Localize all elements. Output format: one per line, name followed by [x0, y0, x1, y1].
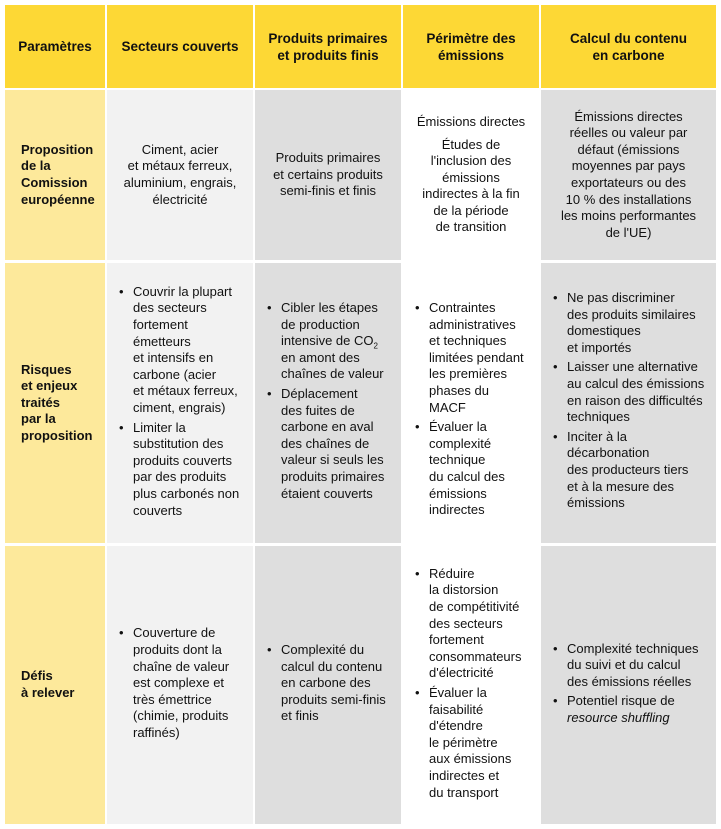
risques-produits — [255, 263, 401, 543]
list-item: • Contraintes administratives et techniques limitées pendant les premières phases du MACF — [415, 300, 529, 416]
list-item: • Complexité du calcul du contenu en carbone des produits semi-finis et finis — [267, 642, 391, 725]
list-item: • Cibler les étapes de production intensive de $CO_2$ en amont des chaînes de valeur — [267, 300, 391, 383]
header-perimetre: Périmètre des émissions — [403, 5, 539, 88]
header-produits: Produits primaires et produits finis — [255, 5, 401, 88]
list-item: • Évaluer la faisabilité d'étendre le périmètre aux émissions indirectes et du transport — [415, 685, 529, 801]
row-label-proposition: Proposition de la Comission européenne — [5, 90, 105, 260]
header-secteurs: Secteurs couverts — [107, 5, 253, 88]
perimetre-etudes: Études de l'inclusion des émissions indirectes à la fin de la période de transition — [422, 136, 520, 235]
resource-shuffling-term: resource shuffling — [567, 709, 670, 725]
risques-secteurs — [107, 263, 253, 543]
list-item: • Potentiel risque de resource shuffling — [553, 693, 706, 726]
proposition-secteurs: Ciment, acier et métaux ferreux, aluminium, engrais, électricité — [107, 90, 253, 260]
defis-calcul — [541, 546, 716, 824]
list-item: • Laisser une alternative au calcul des émissions en raison des difficultés techniques — [553, 359, 706, 425]
defis-secteurs — [107, 546, 253, 824]
list-item: • Ne pas discriminer des produits similaires domestiques et importés — [553, 290, 706, 356]
defis-perimetre — [403, 546, 539, 824]
proposition-perimetre — [403, 90, 539, 260]
list-item: • Réduire la distorsion de compétitivité des secteurs fortement consommateurs d'électricité — [415, 566, 529, 682]
row-label-defis: Défis à relever — [5, 546, 105, 824]
proposition-calcul: Émissions directes réelles ou valeur par défaut (émissions moyennes par pays exportateurs ou des 10 % des installations les moins performantes de l'UE) — [541, 90, 716, 260]
risques-perimetre — [403, 263, 539, 543]
risques-calcul — [541, 263, 716, 543]
list-item: • Limiter la substitution des produits couverts par des produits plus carbonés non couverts — [119, 420, 243, 520]
list-item: • Déplacement des fuites de carbone en aval des chaînes de valeur si seuls les produits primaires étaient couverts — [267, 386, 391, 502]
proposition-produits: Produits primaires et certains produits semi-finis et finis — [255, 90, 401, 260]
list-item: • Évaluer la complexité technique du calcul des émissions indirectes — [415, 419, 529, 519]
list-item: • Couvrir la plupart des secteurs fortement émetteurs et intensifs en carbone (acier et métaux ferreux, ciment, engrais) — [119, 284, 243, 417]
header-calcul: Calcul du contenu en carbone — [541, 5, 716, 88]
defis-produits — [255, 546, 401, 824]
perimetre-emissions-directes: Émissions directes — [416, 113, 526, 129]
row-label-risques: Risques et enjeux traités par la proposition — [5, 263, 105, 543]
list-item: • Couverture de produits dont la chaîne de valeur est complexe et très émettrice (chimie, produits raffinés) — [119, 625, 243, 741]
header-parametres: Paramètres — [5, 5, 105, 88]
list-item: • Inciter à la décarbonation des producteurs tiers et à la mesure des émissions — [553, 429, 706, 512]
list-item: • Complexité techniques du suivi et du calcul des émissions réelles — [553, 641, 706, 691]
